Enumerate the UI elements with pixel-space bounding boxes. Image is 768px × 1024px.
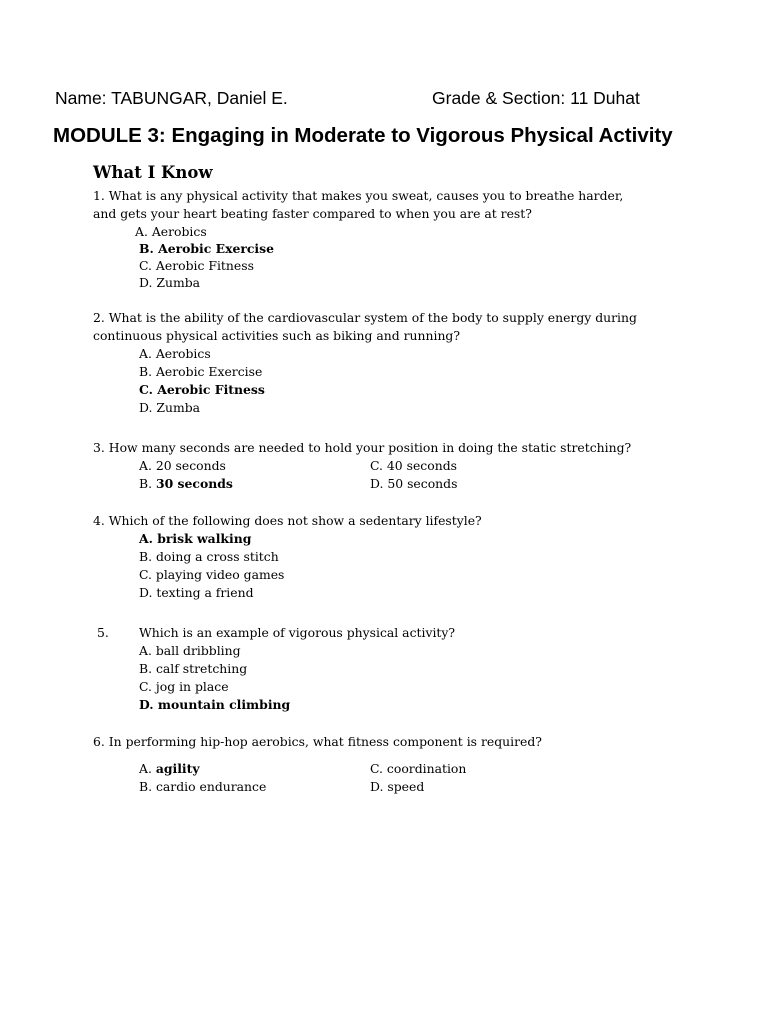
option-a-answer: A. agility <box>139 761 200 776</box>
question-text: 2. What is the ability of the cardiovascular system of the body to supply energy during <box>93 310 637 325</box>
option-d-answer: D. mountain climbing <box>139 697 291 712</box>
question-6 <box>93 733 733 806</box>
option-c: C. jog in place <box>139 679 229 694</box>
option-c: C. Aerobic Fitness <box>139 258 254 273</box>
student-name: Name: TABUNGAR, Daniel E. <box>55 88 288 108</box>
question-text: Which is an example of vigorous physical activity? <box>139 625 456 640</box>
option-a: A. 20 seconds <box>139 458 226 473</box>
question-text: 1. What is any physical activity that makes you sweat, causes you to breathe harder, <box>93 188 624 203</box>
question-2 <box>93 309 733 417</box>
section-title: What I Know <box>93 163 213 182</box>
option-b: B. cardio endurance <box>139 779 267 794</box>
question-1 <box>93 187 733 295</box>
question-3 <box>93 439 733 493</box>
question-5 <box>93 624 733 714</box>
option-c: C. playing video games <box>139 567 285 582</box>
grade-section: Grade & Section: 11 Duhat <box>432 88 640 108</box>
question-text: 3. How many seconds are needed to hold your position in doing the static stretching? <box>93 440 632 455</box>
option-b: B. calf stretching <box>139 661 248 676</box>
question-text: 6. In performing hip-hop aerobics, what fitness component is required? <box>93 734 542 749</box>
option-b-answer: B. Aerobic Exercise <box>139 241 274 256</box>
module-title: MODULE 3: Engaging in Moderate to Vigorous Physical Activity <box>53 124 673 147</box>
question-text: continuous physical activities such as biking and running? <box>93 328 461 343</box>
option-b: B. Aerobic Exercise <box>139 364 263 379</box>
option-c-answer: C. Aerobic Fitness <box>139 382 265 397</box>
question-number: 5. <box>97 625 109 640</box>
option-c: C. coordination <box>370 761 467 776</box>
option-a: A. Aerobics <box>135 224 207 239</box>
option-d: D. Zumba <box>139 275 201 290</box>
question-text: 4. Which of the following does not show a sedentary lifestyle? <box>93 513 482 528</box>
option-b-answer: B. 30 seconds <box>139 476 233 491</box>
option-c: C. 40 seconds <box>370 458 457 473</box>
question-text: and gets your heart beating faster compared to when you are at rest? <box>93 206 532 221</box>
question-4 <box>93 512 733 602</box>
option-d: D. texting a friend <box>139 585 254 600</box>
option-d: D. 50 seconds <box>370 476 458 491</box>
option-a-answer: A. brisk walking <box>139 531 252 546</box>
option-a: A. ball dribbling <box>139 643 241 658</box>
option-b: B. doing a cross stitch <box>139 549 279 564</box>
option-a: A. Aerobics <box>139 346 211 361</box>
option-d: D. speed <box>370 779 425 794</box>
option-d: D. Zumba <box>139 400 201 415</box>
student-header <box>55 88 695 112</box>
